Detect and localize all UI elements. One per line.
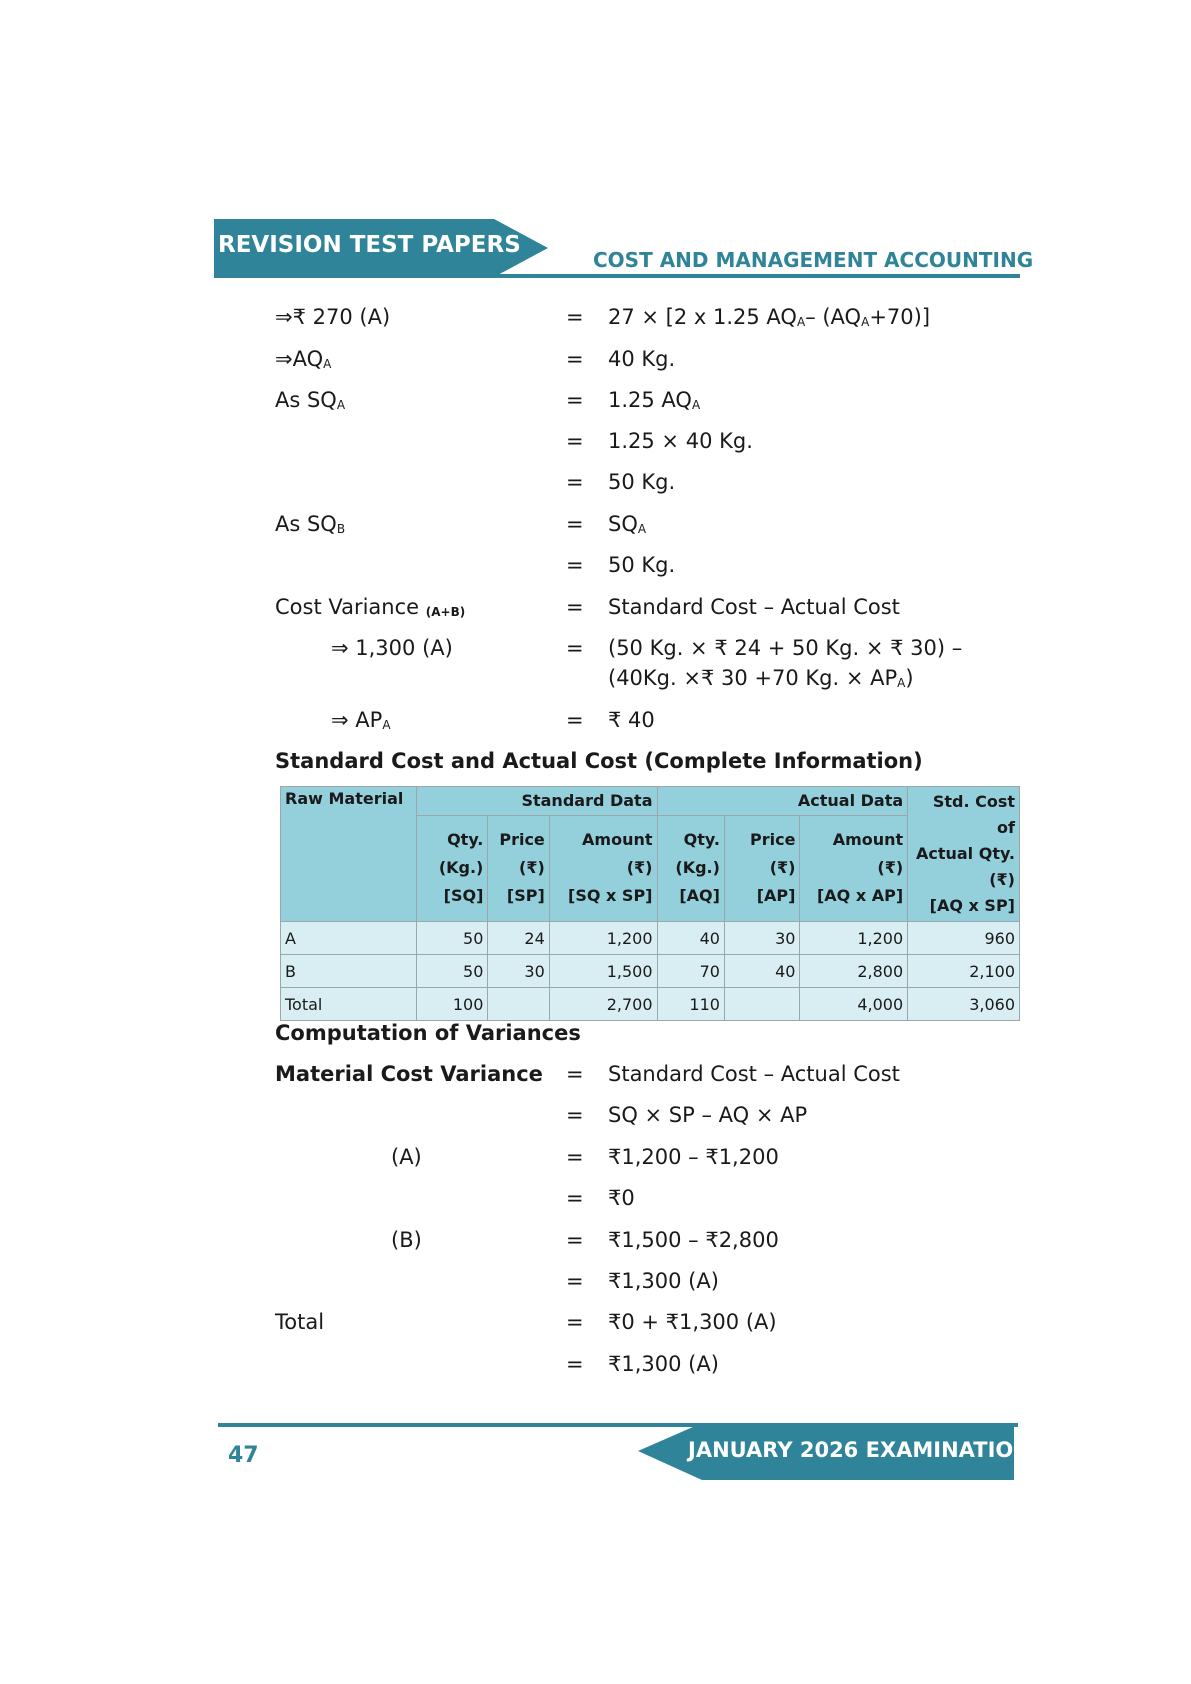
line-3-eq: =	[566, 388, 584, 412]
comp-5-label: (B)	[391, 1228, 422, 1252]
line-5-eq: =	[566, 470, 584, 494]
line-9-eq: =	[566, 636, 584, 660]
line-9-value: (50 Kg. × ₹ 24 + 50 Kg. × ₹ 30) –	[608, 636, 963, 660]
th-actual-data: Actual Data	[657, 787, 908, 816]
line-5-value: 50 Kg.	[608, 470, 676, 494]
line-2-eq: =	[566, 347, 584, 371]
line-9-label: ⇒ 1,300 (A)	[331, 636, 453, 660]
line-8-eq: =	[566, 595, 584, 619]
comp-3-label: (A)	[391, 1145, 422, 1169]
comp-3-value: ₹1,200 – ₹1,200	[608, 1145, 779, 1169]
comp-6-value: ₹1,300 (A)	[608, 1269, 719, 1293]
line-9-value-cont: (40Kg. ×₹ 30 +70 Kg. × $AP_A$)	[608, 666, 914, 690]
comp-2-value: SQ × SP – AQ × AP	[608, 1103, 808, 1127]
th-std-cost-actual-qty: Std. Cost of Actual Qty. (₹) [AQ x SP]	[908, 787, 1020, 922]
comp-7-eq: =	[566, 1310, 584, 1334]
comp-1-eq: =	[566, 1062, 584, 1086]
header-rule	[214, 274, 1020, 278]
line-3-value: 1.25 $AQ_A$	[608, 388, 701, 412]
line-7-eq: =	[566, 553, 584, 577]
table-row: B 50 30 1,500 70 40 2,800 2,100	[281, 955, 1020, 988]
line-6-eq: =	[566, 512, 584, 536]
th-sp: Price (₹) [SP]	[488, 815, 549, 921]
comp-8-value: ₹1,300 (A)	[608, 1352, 719, 1376]
comp-6-eq: =	[566, 1269, 584, 1293]
th-sq: Qty. (Kg.) [SQ]	[416, 815, 487, 921]
line-8-value: Standard Cost – Actual Cost	[608, 595, 900, 619]
line-1-eq: =	[566, 305, 584, 329]
table-title: Standard Cost and Actual Cost (Complete Information)	[275, 749, 923, 773]
cost-table	[280, 786, 1020, 1021]
header-left-title: REVISION TEST PAPERS	[218, 232, 521, 258]
comp-1-value: Standard Cost – Actual Cost	[608, 1062, 900, 1086]
comp-7-value: ₹0 + ₹1,300 (A)	[608, 1310, 777, 1334]
comp-8-eq: =	[566, 1352, 584, 1376]
th-ap: Price (₹) [AP]	[724, 815, 800, 921]
comp-2-eq: =	[566, 1103, 584, 1127]
computation-title: Computation of Variances	[275, 1021, 581, 1045]
line-7-value: 50 Kg.	[608, 553, 676, 577]
th-standard-data: Standard Data	[416, 787, 657, 816]
mcv-label: Material Cost Variance	[275, 1062, 543, 1086]
line-8-label: Cost Variance $_{(A+B)}$	[275, 595, 466, 619]
th-aq: Qty. (Kg.) [AQ]	[657, 815, 724, 921]
th-raw-material: Raw Material	[281, 787, 417, 922]
comp-4-value: ₹0	[608, 1186, 635, 1210]
comp-5-value: ₹1,500 – ₹2,800	[608, 1228, 779, 1252]
table-row: A 50 24 1,200 40 30 1,200 960	[281, 922, 1020, 955]
line-2-label: $\Rightarrow AQ_A$	[275, 347, 332, 371]
line-10-label: ⇒ $AP_A$	[331, 708, 391, 732]
line-4-value: 1.25 × 40 Kg.	[608, 429, 753, 453]
table-row-total: Total 100 2,700 110 4,000 3,060	[281, 988, 1020, 1021]
line-1-label: ⇒₹ 270 (A)	[275, 305, 391, 329]
comp-3-eq: =	[566, 1145, 584, 1169]
line-6-label: As $SQ_B$	[275, 512, 346, 536]
comp-7-label: Total	[275, 1310, 325, 1334]
line-10-value: ₹ 40	[608, 708, 655, 732]
th-aamt: Amount (₹) [AQ x AP]	[800, 815, 908, 921]
line-10-eq: =	[566, 708, 584, 732]
line-4-eq: =	[566, 429, 584, 453]
comp-5-eq: =	[566, 1228, 584, 1252]
header-right-title: COST AND MANAGEMENT ACCOUNTING	[593, 248, 1034, 272]
th-samt: Amount (₹) [SQ x SP]	[549, 815, 657, 921]
line-2-value: 40 Kg.	[608, 347, 676, 371]
line-6-value: $SQ_A$	[608, 512, 647, 536]
page-number: 47	[228, 1443, 259, 1468]
footer-exam-title: JANUARY 2026 EXAMINATION	[688, 1438, 1031, 1462]
line-1-value: 27 × [2 x 1.25 $AQ_A-$ $(AQ_A+70)$]	[608, 305, 931, 329]
comp-4-eq: =	[566, 1186, 584, 1210]
line-3-label: As $SQ_A$	[275, 388, 346, 412]
